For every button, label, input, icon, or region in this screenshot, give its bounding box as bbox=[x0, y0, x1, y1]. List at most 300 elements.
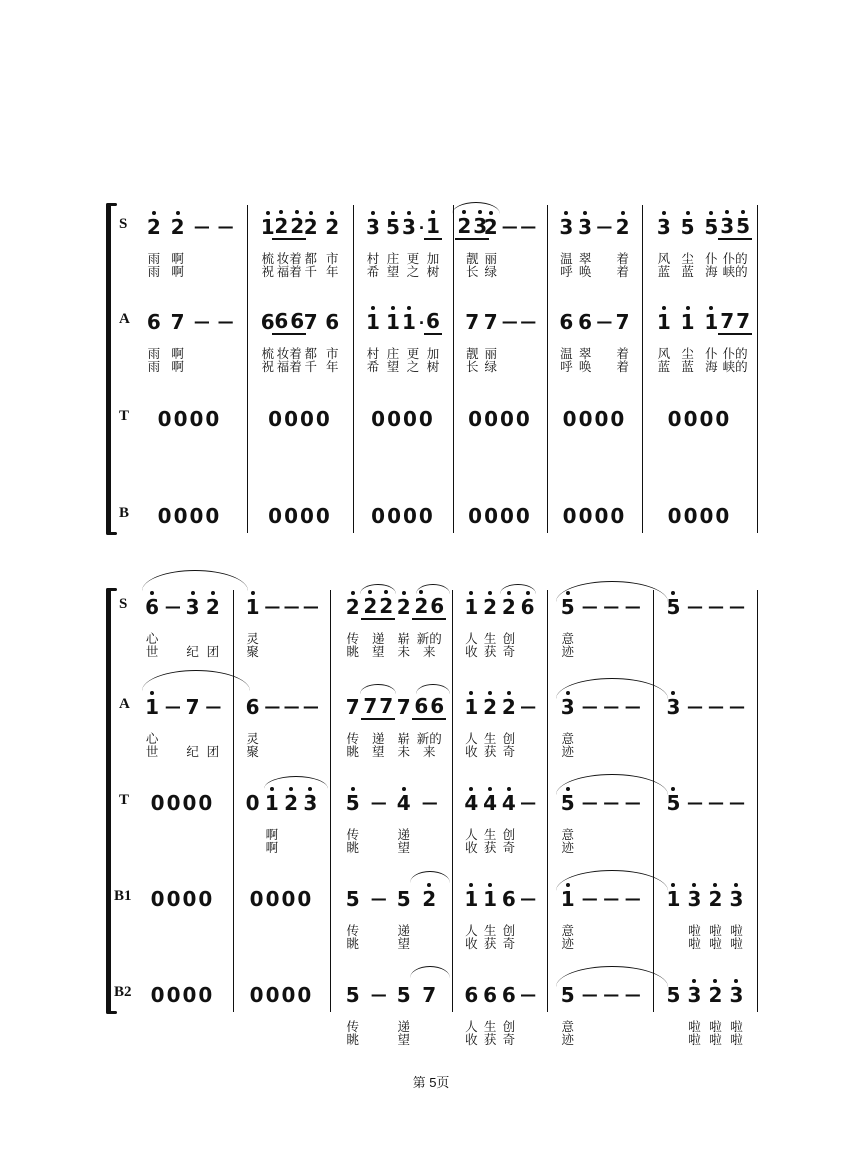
lyric-slot bbox=[162, 632, 182, 646]
lyric-slot bbox=[262, 645, 281, 659]
dash-token bbox=[706, 792, 726, 814]
duration-dash: — bbox=[520, 985, 536, 1004]
lyric-row-2 bbox=[233, 841, 330, 855]
note-number: 3 bbox=[402, 215, 416, 239]
lyric-slot bbox=[622, 632, 644, 646]
notes-row bbox=[453, 406, 547, 432]
duration-dash: — bbox=[205, 697, 221, 716]
lyric-slot bbox=[600, 828, 622, 842]
note-token bbox=[463, 311, 481, 333]
note-token bbox=[272, 215, 306, 240]
measure bbox=[547, 790, 653, 856]
lyric-slot bbox=[322, 347, 344, 361]
lyric-slot bbox=[600, 745, 622, 759]
lyric-slot bbox=[366, 632, 392, 646]
lyric-slot bbox=[652, 360, 676, 374]
lyric-slot bbox=[366, 1033, 392, 1047]
lyric-char: 峡的 bbox=[722, 265, 748, 279]
lyric-slot bbox=[705, 1033, 726, 1047]
note-token bbox=[500, 984, 518, 1006]
lyric-char: 啊 bbox=[171, 347, 184, 361]
notes-row bbox=[642, 503, 757, 529]
dash-token bbox=[215, 216, 235, 238]
lyric-slot bbox=[142, 265, 166, 279]
lyric-slot bbox=[723, 252, 747, 266]
measure bbox=[547, 594, 653, 660]
dash-token bbox=[300, 596, 320, 618]
lyric-slot bbox=[366, 841, 392, 855]
rest-token bbox=[150, 984, 216, 1006]
notes-row bbox=[452, 886, 547, 912]
note-slot bbox=[500, 311, 519, 333]
rest-zeros: 0000 bbox=[562, 504, 627, 528]
lyric-slot bbox=[417, 645, 443, 659]
measure bbox=[330, 694, 452, 760]
lyric-slot bbox=[557, 828, 579, 842]
slur-tie-arc bbox=[142, 570, 248, 591]
lyric-slot bbox=[600, 632, 622, 646]
note-number: 1 bbox=[402, 310, 416, 334]
note-token bbox=[559, 984, 577, 1006]
lyric-slot bbox=[622, 1020, 644, 1034]
note-number: 3 bbox=[729, 887, 744, 911]
lyric-char: 着 bbox=[616, 360, 629, 374]
lyric-char: 雨 bbox=[147, 252, 161, 266]
note-token bbox=[169, 216, 187, 238]
dash-token bbox=[706, 696, 726, 718]
note-slot bbox=[518, 596, 537, 618]
lyric-char: 未 bbox=[397, 645, 410, 659]
lyric-row-2 bbox=[353, 360, 453, 374]
dash-token bbox=[579, 792, 599, 814]
lyric-slot bbox=[462, 841, 481, 855]
lyric-slot bbox=[622, 1033, 644, 1047]
duration-dash: — bbox=[708, 793, 723, 812]
lyric-slot bbox=[417, 632, 443, 646]
note-token bbox=[395, 888, 413, 910]
note-number: 3 bbox=[303, 791, 318, 815]
note-slot bbox=[457, 213, 488, 240]
notes-row bbox=[112, 309, 247, 335]
lyric-slot bbox=[282, 732, 301, 746]
dash-token bbox=[685, 696, 705, 718]
lyric-slot bbox=[557, 645, 579, 659]
duration-dash: — bbox=[596, 312, 612, 331]
system-bracket bbox=[106, 205, 111, 533]
note-token bbox=[344, 596, 362, 618]
dash-token bbox=[727, 696, 747, 718]
dash-token bbox=[262, 596, 282, 618]
note-slot bbox=[576, 311, 595, 333]
measure bbox=[642, 503, 757, 569]
notes-row bbox=[353, 503, 453, 529]
note-number: 3 bbox=[560, 695, 575, 719]
lyric-slot bbox=[340, 732, 366, 746]
lyric-slot bbox=[262, 632, 281, 646]
lyric-char: 尘 bbox=[681, 347, 694, 361]
lyric-char: 蓝 bbox=[657, 360, 671, 374]
note-token bbox=[344, 792, 362, 814]
lyric-slot bbox=[282, 745, 301, 759]
lyric-row-2 bbox=[330, 841, 452, 855]
lyric-char: 获 bbox=[483, 841, 497, 855]
lyric-slot bbox=[142, 252, 166, 266]
lyric-slot bbox=[213, 347, 237, 361]
lyric-slot bbox=[363, 347, 383, 361]
note-number: 5 bbox=[666, 595, 681, 619]
measure bbox=[233, 886, 330, 952]
lyric-char: 收 bbox=[465, 745, 478, 759]
lyric-slot bbox=[663, 937, 684, 951]
note-token bbox=[424, 310, 442, 335]
lyric-slot bbox=[257, 360, 279, 374]
lyric-row-1 bbox=[112, 347, 247, 361]
lyric-char: 团 bbox=[206, 645, 220, 659]
note-number: 3 bbox=[656, 215, 671, 239]
note-slot bbox=[414, 693, 445, 720]
note-slot bbox=[720, 213, 751, 240]
lyric-char: 传 bbox=[346, 1020, 359, 1034]
augmentation-dot: · bbox=[418, 313, 425, 333]
lyric-char: 翠 bbox=[578, 252, 592, 266]
lyric-slot bbox=[700, 265, 724, 279]
notes-row bbox=[452, 790, 547, 816]
lyric-slot bbox=[340, 924, 366, 938]
note-token bbox=[384, 216, 402, 238]
lyric-row-1 bbox=[330, 924, 452, 938]
dash-token bbox=[594, 311, 614, 333]
lyric-slot bbox=[301, 841, 320, 855]
duration-dash: — bbox=[193, 217, 209, 236]
note-token bbox=[519, 596, 537, 618]
note-token bbox=[665, 888, 683, 910]
lyric-slot bbox=[383, 252, 403, 266]
note-number: 7 bbox=[422, 983, 437, 1007]
lyric-char: 靓 bbox=[465, 252, 479, 266]
dash-token bbox=[300, 696, 320, 718]
note-number: 2 bbox=[205, 595, 220, 619]
dash-token bbox=[518, 311, 538, 333]
lyric-slot bbox=[684, 1020, 705, 1034]
lyric-slot bbox=[482, 265, 501, 279]
notes-row bbox=[233, 886, 330, 912]
note-number: 6 bbox=[325, 310, 340, 334]
lyric-char: 加 bbox=[426, 252, 440, 266]
lyric-char: 眺 bbox=[346, 1033, 359, 1047]
lyric-slot bbox=[676, 252, 700, 266]
note-slot bbox=[340, 984, 366, 1006]
lyric-slot bbox=[282, 828, 301, 842]
lyric-slot bbox=[462, 645, 481, 659]
lyric-row-1 bbox=[547, 252, 642, 266]
lyric-row-1 bbox=[452, 924, 547, 938]
note-slot bbox=[600, 792, 622, 814]
duration-dash: — bbox=[729, 697, 744, 716]
note-number: 6 bbox=[145, 595, 160, 619]
measure bbox=[330, 790, 452, 856]
note-number: 2 bbox=[483, 215, 498, 239]
lyric-slot bbox=[519, 347, 538, 361]
lyric-slot bbox=[600, 937, 622, 951]
note-number: 6 bbox=[464, 983, 479, 1007]
rest-token bbox=[157, 408, 223, 430]
note-token bbox=[143, 696, 161, 718]
note-token bbox=[462, 888, 480, 910]
note-number: 1 bbox=[656, 310, 671, 334]
note-slot bbox=[705, 888, 726, 910]
note-number: 2 bbox=[379, 593, 394, 618]
lyric-char: 千 bbox=[304, 265, 317, 279]
note-token bbox=[576, 311, 594, 333]
note-slot bbox=[162, 696, 182, 718]
lyric-row-2 bbox=[112, 360, 247, 374]
measure bbox=[453, 309, 547, 375]
note-token bbox=[481, 596, 499, 618]
rest-token bbox=[150, 888, 216, 910]
lyric-char: 奇 bbox=[502, 745, 516, 759]
lyric-row-1 bbox=[653, 1020, 757, 1034]
duration-dash: — bbox=[520, 217, 536, 236]
rest-token bbox=[267, 505, 333, 527]
dash-token bbox=[368, 984, 388, 1006]
measure bbox=[653, 886, 757, 952]
lyric-char: 传 bbox=[346, 632, 359, 646]
lyric-char: 世 bbox=[145, 745, 159, 759]
lyric-slot bbox=[579, 1033, 601, 1047]
note-slot bbox=[142, 311, 166, 333]
lyric-slot bbox=[700, 252, 724, 266]
note-token bbox=[145, 216, 163, 238]
lyric-row-2 bbox=[353, 265, 453, 279]
lyric-slot bbox=[595, 360, 614, 374]
measure bbox=[233, 790, 330, 856]
lyric-slot bbox=[417, 828, 443, 842]
note-slot bbox=[557, 216, 576, 238]
lyric-slot bbox=[557, 265, 576, 279]
measure bbox=[112, 790, 233, 856]
note-token bbox=[614, 311, 632, 333]
note-slot bbox=[203, 596, 223, 618]
lyric-slot bbox=[282, 632, 301, 646]
lyric-slot bbox=[300, 347, 322, 361]
lyric-slot bbox=[705, 1020, 726, 1034]
note-token bbox=[384, 311, 402, 333]
dash-token bbox=[215, 311, 235, 333]
note-number: 6 bbox=[430, 693, 445, 718]
lyric-row-2 bbox=[547, 645, 653, 659]
note-slot bbox=[519, 216, 538, 238]
lyric-char: 啦 bbox=[709, 924, 722, 938]
lyric-slot bbox=[500, 360, 519, 374]
note-token bbox=[481, 984, 499, 1006]
rest-zeros: 0000 bbox=[667, 504, 732, 528]
lyric-slot bbox=[600, 924, 622, 938]
note-slot bbox=[203, 696, 223, 718]
lyric-row-2 bbox=[453, 360, 547, 374]
lyric-row-2 bbox=[112, 745, 233, 759]
lyric-slot bbox=[684, 924, 705, 938]
note-slot bbox=[142, 792, 223, 814]
lyric-slot bbox=[482, 360, 501, 374]
notes-row bbox=[453, 309, 547, 335]
lyric-char: 聚 bbox=[246, 745, 259, 759]
note-slot bbox=[363, 505, 443, 527]
lyric-row-1 bbox=[547, 924, 653, 938]
lyric-char: 福着 bbox=[276, 360, 302, 374]
lyric-row-2 bbox=[547, 1033, 653, 1047]
rest-token bbox=[562, 408, 628, 430]
lyric-slot bbox=[557, 252, 576, 266]
lyric-slot bbox=[663, 1033, 684, 1047]
lyric-slot bbox=[600, 645, 622, 659]
note-slot bbox=[282, 596, 301, 618]
lyric-row-2 bbox=[330, 1033, 452, 1047]
note-slot bbox=[705, 596, 726, 618]
lyric-slot bbox=[403, 265, 423, 279]
note-slot bbox=[391, 888, 417, 910]
lyric-row-1 bbox=[452, 632, 547, 646]
dash-token bbox=[706, 596, 726, 618]
note-number: 6 bbox=[245, 695, 260, 719]
lyric-slot bbox=[243, 732, 262, 746]
lyric-char: 来 bbox=[422, 645, 436, 659]
lyric-slot bbox=[257, 252, 279, 266]
duration-dash: — bbox=[596, 217, 612, 236]
note-number: 2 bbox=[303, 215, 318, 239]
dash-token bbox=[685, 792, 705, 814]
note-number: 1 bbox=[680, 310, 695, 334]
lyric-slot bbox=[142, 745, 162, 759]
duration-dash: — bbox=[603, 985, 619, 1004]
note-slot bbox=[518, 984, 537, 1006]
lyric-char: 望 bbox=[397, 1033, 410, 1047]
lyric-char: 新的 bbox=[416, 632, 442, 646]
lyric-slot bbox=[557, 1033, 579, 1047]
note-number: 7 bbox=[379, 693, 394, 718]
note-token bbox=[244, 792, 262, 814]
lyric-char: 丽 bbox=[484, 252, 497, 266]
lyric-char: 啊 bbox=[265, 828, 279, 842]
duration-dash: — bbox=[708, 697, 723, 716]
notes-row bbox=[642, 406, 757, 432]
slur-tie-arc bbox=[360, 684, 396, 694]
measure bbox=[112, 214, 247, 280]
note-number: 2 bbox=[325, 215, 340, 239]
lyric-char: 啦 bbox=[709, 1020, 722, 1034]
notes-row bbox=[112, 982, 233, 1008]
note-slot bbox=[366, 888, 392, 910]
note-slot bbox=[684, 792, 705, 814]
lyric-slot bbox=[518, 1033, 537, 1047]
lyric-char: 蓝 bbox=[681, 265, 694, 279]
notes-row bbox=[353, 309, 453, 335]
note-number: 5 bbox=[560, 595, 575, 619]
rest-token bbox=[370, 505, 436, 527]
lyric-slot bbox=[391, 645, 417, 659]
lyric-row-2 bbox=[547, 841, 653, 855]
note-number: 6 bbox=[414, 693, 429, 718]
note-number: 1 bbox=[366, 310, 380, 334]
note-number: 6 bbox=[559, 310, 574, 334]
dash-token bbox=[622, 888, 642, 910]
lyric-row-2 bbox=[452, 841, 547, 855]
note-token bbox=[557, 311, 575, 333]
lyric-slot bbox=[481, 1020, 500, 1034]
measure bbox=[233, 594, 330, 660]
lyric-slot bbox=[462, 924, 481, 938]
lyric-slot bbox=[282, 645, 301, 659]
lyric-row-2 bbox=[233, 645, 330, 659]
note-slot bbox=[481, 792, 500, 814]
dash-token bbox=[518, 792, 538, 814]
note-token bbox=[462, 596, 480, 618]
rest-token bbox=[667, 408, 733, 430]
lyric-row-2 bbox=[547, 745, 653, 759]
lyric-char: 获 bbox=[483, 645, 497, 659]
note-number: 7 bbox=[615, 310, 630, 334]
lyric-row-1 bbox=[330, 732, 452, 746]
lyric-row-2 bbox=[330, 645, 452, 659]
duration-dash: — bbox=[264, 697, 280, 716]
lyric-char: 翠 bbox=[578, 347, 592, 361]
duration-dash: — bbox=[687, 697, 702, 716]
note-number: 6 bbox=[146, 310, 161, 334]
lyric-char: 呼 bbox=[560, 360, 573, 374]
measure bbox=[653, 694, 757, 760]
lyric-row-1 bbox=[452, 828, 547, 842]
lyric-slot bbox=[142, 632, 162, 646]
note-slot bbox=[301, 792, 320, 814]
lyric-slot bbox=[142, 732, 162, 746]
duration-dash: — bbox=[193, 312, 209, 331]
system-1 bbox=[106, 205, 757, 533]
note-number: 2 bbox=[363, 593, 378, 618]
lyric-row-2 bbox=[653, 1033, 757, 1047]
note-slot bbox=[622, 696, 644, 718]
note-token bbox=[665, 984, 683, 1006]
lyric-slot bbox=[723, 265, 747, 279]
note-token bbox=[614, 216, 632, 238]
note-token bbox=[344, 984, 362, 1006]
lyric-char: 海 bbox=[705, 360, 718, 374]
lyric-char: 眺 bbox=[346, 745, 359, 759]
lyric-slot bbox=[340, 828, 366, 842]
lyric-slot bbox=[723, 360, 747, 374]
note-slot bbox=[243, 792, 262, 814]
notes-row bbox=[453, 503, 547, 529]
notes-row bbox=[247, 503, 353, 529]
lyric-char: 树 bbox=[426, 265, 440, 279]
lyric-char: 创 bbox=[502, 1020, 516, 1034]
note-slot bbox=[720, 308, 751, 335]
note-token bbox=[665, 696, 683, 718]
duration-dash: — bbox=[164, 597, 180, 616]
lyric-row-2 bbox=[642, 360, 757, 374]
note-slot bbox=[391, 984, 417, 1006]
slur-tie-arc bbox=[410, 871, 450, 883]
notes-row bbox=[547, 503, 642, 529]
note-slot bbox=[500, 792, 519, 814]
lyric-char: 雨 bbox=[147, 347, 161, 361]
lyric-slot bbox=[723, 347, 747, 361]
notes-row bbox=[112, 694, 233, 720]
lyric-row-1 bbox=[547, 828, 653, 842]
notes-row bbox=[233, 982, 330, 1008]
lyric-slot bbox=[481, 732, 500, 746]
note-slot bbox=[500, 984, 519, 1006]
lyric-row-1 bbox=[247, 252, 353, 266]
lyric-char: 创 bbox=[502, 924, 516, 938]
